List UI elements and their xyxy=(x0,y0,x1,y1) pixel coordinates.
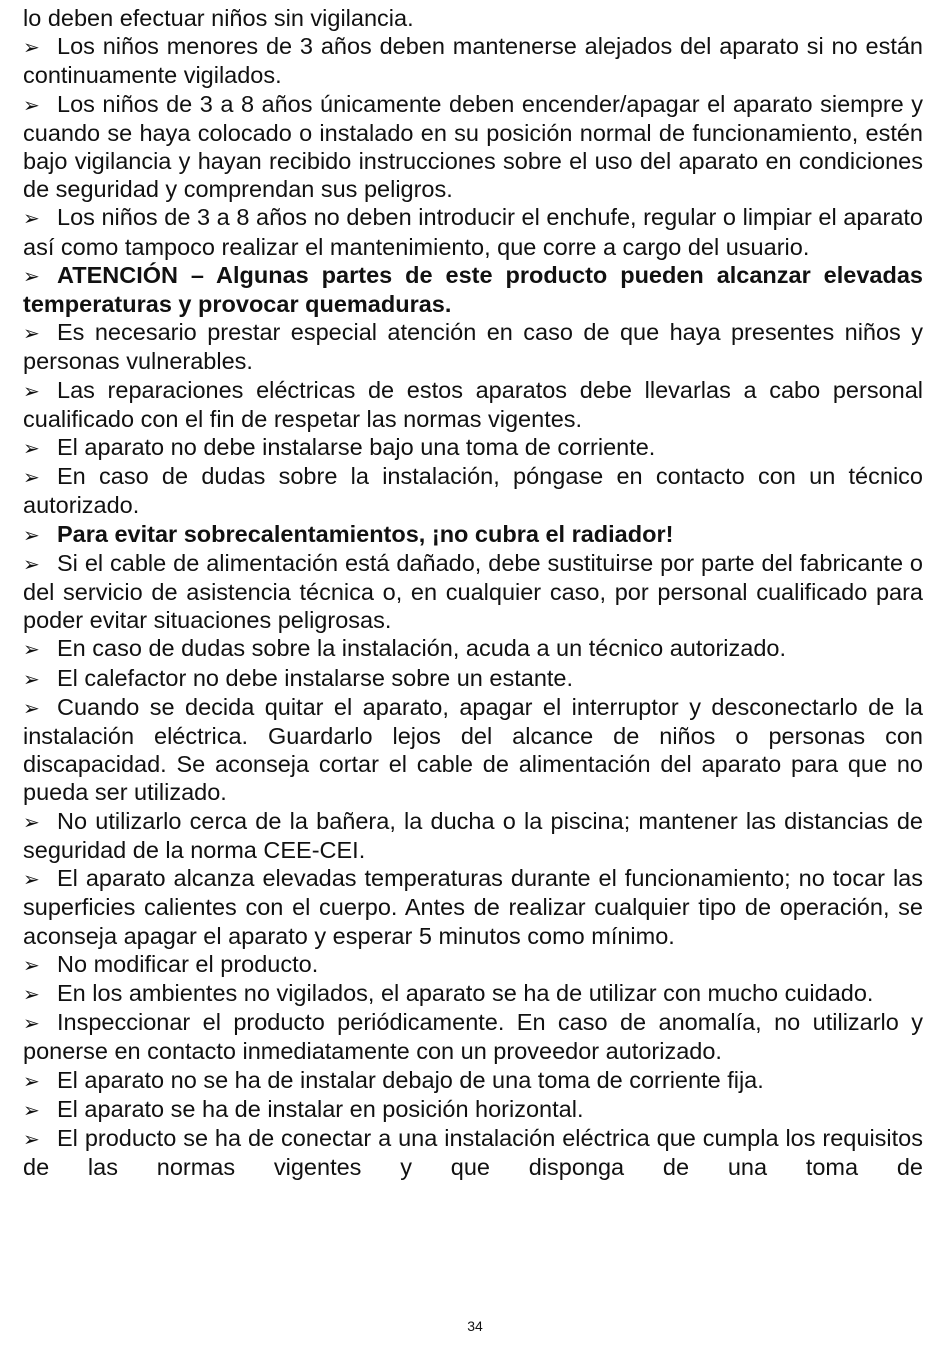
arrow-bullet-icon: ➢ xyxy=(23,1011,40,1036)
list-item-text: No modificar el producto. xyxy=(57,950,319,977)
list-item xyxy=(23,1124,923,1181)
list-item-text: Es necesario prestar especial atención en caso de que haya presentes niños y personas vulnerables. xyxy=(23,319,923,375)
list-item xyxy=(23,520,923,549)
list-item xyxy=(23,950,923,979)
continuation-line: lo deben efectuar niños sin vigilancia. xyxy=(23,5,414,31)
list-item-text: Cuando se decida quitar el aparato, apagar el interruptor y desconectarlo de la instalación eléctrica. Guardarlo lejos del alcance de niños o personas con discapacidad. Se aconseja cortar el cable de alimentación del aparato para que no pueda ser utilizado. xyxy=(23,693,923,806)
list-item xyxy=(23,261,923,318)
arrow-bullet-icon: ➢ xyxy=(23,867,40,892)
list-item-text: En los ambientes no vigilados, el aparato se ha de utilizar con mucho cuidado. xyxy=(57,979,874,1006)
list-item-text: Los niños de 3 a 8 años únicamente deben encender/apagar el aparato siempre y cuando se haya colocado o instalado en su posición normal de funcionamiento, estén bajo vigilancia y hayan recibido instrucciones sobre el uso del aparato en condiciones de seguridad y comprendan sus peligros. xyxy=(23,90,923,203)
document-page xyxy=(23,4,923,1181)
list-item-text: El aparato no debe instalarse bajo una toma de corriente. xyxy=(57,434,656,461)
arrow-bullet-icon: ➢ xyxy=(23,321,40,346)
list-item xyxy=(23,664,923,693)
list-item xyxy=(23,203,923,260)
arrow-bullet-icon: ➢ xyxy=(23,436,40,461)
arrow-bullet-icon: ➢ xyxy=(23,378,40,403)
list-item-text: Las reparaciones eléctricas de estos aparatos debe llevarlas a cabo personal cualificado con el fin de respetar las normas vigentes. xyxy=(23,376,923,432)
arrow-bullet-icon: ➢ xyxy=(23,1126,40,1151)
list-item-text-bold: Para evitar sobrecalentamientos, ¡no cubra el radiador! xyxy=(57,520,674,547)
arrow-bullet-icon: ➢ xyxy=(23,695,40,720)
list-item-text: En caso de dudas sobre la instalación, póngase en contacto con un técnico autorizado. xyxy=(23,463,923,519)
list-item xyxy=(23,1066,923,1095)
list-item xyxy=(23,90,923,204)
arrow-bullet-icon: ➢ xyxy=(23,35,40,60)
list-item xyxy=(23,462,923,519)
list-item xyxy=(23,32,923,89)
arrow-bullet-icon: ➢ xyxy=(23,263,40,288)
arrow-bullet-icon: ➢ xyxy=(23,981,40,1006)
list-item-text: El aparato alcanza elevadas temperaturas durante el funcionamiento; no tocar las superficies calientes con el cuerpo. Antes de realizar cualquier tipo de operación, se aconseja apagar el aparato y esperar 5 minutos como mínimo. xyxy=(23,865,923,949)
list-item-text-bold: ATENCIÓN – Algunas partes de este producto pueden alcanzar elevadas temperaturas y provocar quemaduras. xyxy=(23,261,923,318)
arrow-bullet-icon: ➢ xyxy=(23,666,40,691)
arrow-bullet-icon: ➢ xyxy=(23,1068,40,1093)
list-item-text: Inspeccionar el producto periódicamente. En caso de anomalía, no utilizarlo y ponerse en contacto inmediatamente con un proveedor autorizado. xyxy=(23,1009,923,1065)
list-item xyxy=(23,1095,923,1124)
list-item xyxy=(23,807,923,864)
list-item-text: El calefactor no debe instalarse sobre un estante. xyxy=(57,664,574,691)
list-item xyxy=(23,433,923,462)
arrow-bullet-icon: ➢ xyxy=(23,206,40,231)
list-item xyxy=(23,864,923,950)
list-item xyxy=(23,318,923,375)
list-item xyxy=(23,1008,923,1065)
page-number: 34 xyxy=(467,1318,483,1334)
arrow-bullet-icon: ➢ xyxy=(23,809,40,834)
list-item-text: En caso de dudas sobre la instalación, acuda a un técnico autorizado. xyxy=(57,635,786,662)
list-item xyxy=(23,376,923,433)
safety-instructions-list xyxy=(23,32,923,1181)
arrow-bullet-icon: ➢ xyxy=(23,952,40,977)
list-item-text: Los niños menores de 3 años deben mantenerse alejados del aparato si no están continuamente vigilados. xyxy=(23,33,923,89)
list-item-text: Los niños de 3 a 8 años no deben introducir el enchufe, regular o limpiar el aparato así como tampoco realizar el mantenimiento, que corre a cargo del usuario. xyxy=(23,204,923,260)
arrow-bullet-icon: ➢ xyxy=(23,522,40,547)
list-item-text: El aparato no se ha de instalar debajo de una toma de corriente fija. xyxy=(57,1066,764,1093)
list-item-text: El producto se ha de conectar a una instalación eléctrica que cumpla los requisitos de las normas vigentes y que disponga de una toma de xyxy=(23,1124,923,1181)
arrow-bullet-icon: ➢ xyxy=(23,465,40,490)
arrow-bullet-icon: ➢ xyxy=(23,637,40,662)
list-item xyxy=(23,634,923,663)
list-item-text: No utilizarlo cerca de la bañera, la ducha o la piscina; mantener las distancias de seguridad de la norma CEE-CEI. xyxy=(23,807,923,863)
list-item xyxy=(23,693,923,807)
arrow-bullet-icon: ➢ xyxy=(23,92,40,117)
list-item xyxy=(23,979,923,1008)
list-item-text: Si el cable de alimentación está dañado, debe sustituirse por parte del fabricante o del servicio de asistencia técnica o, en cualquier caso, por personal cualificado para poder evitar situaciones peligrosas. xyxy=(23,549,923,634)
arrow-bullet-icon: ➢ xyxy=(23,551,40,576)
arrow-bullet-icon: ➢ xyxy=(23,1097,40,1122)
list-item xyxy=(23,549,923,635)
list-item-text: El aparato se ha de instalar en posición horizontal. xyxy=(57,1095,584,1122)
